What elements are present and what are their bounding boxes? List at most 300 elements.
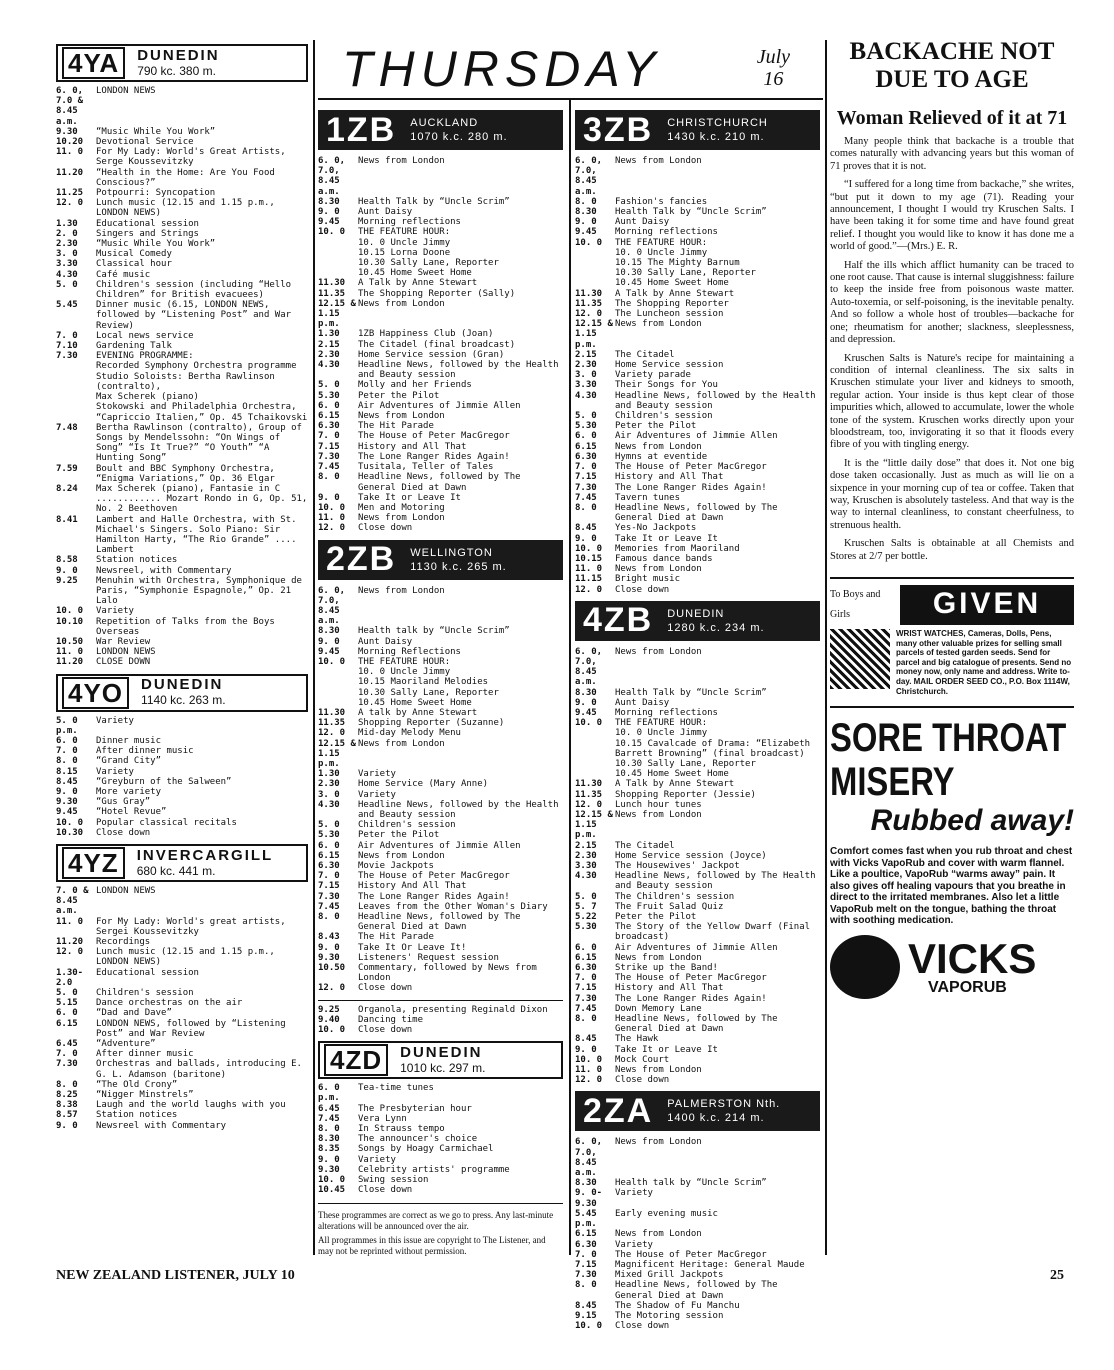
program-title: History and All That — [615, 472, 724, 483]
program-row — [575, 197, 820, 207]
program-title: News from London — [615, 1065, 702, 1076]
program-title: Their Songs for You — [615, 380, 718, 391]
program-title: The announcer's choice — [358, 1134, 478, 1145]
program-time: 6.15 — [575, 1229, 597, 1240]
program-time: 12.15 & 1.15 p.m. — [575, 809, 613, 841]
program-row — [56, 606, 308, 616]
program-title: Variety — [615, 1239, 653, 1250]
program-time: 8. 0 — [575, 1014, 597, 1025]
program-title: The Presbyterian hour — [358, 1103, 472, 1114]
date-label — [757, 46, 790, 90]
program-time — [575, 739, 615, 759]
program-title: News from London — [358, 850, 445, 861]
program-time — [56, 361, 96, 371]
program-title: Take It or Leave It — [615, 1044, 718, 1055]
program-row — [575, 922, 820, 942]
program-time: 8.45 — [575, 1300, 597, 1311]
program-title: “Gus Gray” — [96, 797, 151, 808]
program-row — [318, 431, 563, 441]
program-time: 3. 0 — [575, 370, 597, 381]
program-title: Strike up the Band! — [615, 963, 718, 974]
program-row — [318, 1015, 563, 1025]
program-row — [575, 360, 820, 370]
program-title: Morning Reflections — [358, 646, 461, 657]
program-title: Vera Lynn — [358, 1113, 407, 1124]
program-row — [575, 1301, 820, 1311]
program-row — [575, 871, 820, 891]
program-time: 12. 0 — [56, 198, 84, 209]
program-time: 6.30 — [575, 451, 597, 462]
program-row — [318, 1124, 563, 1134]
program-time: 12.15 & 1.15 p.m. — [318, 738, 356, 769]
station-logo: 4ZB — [583, 601, 654, 640]
ad-vicks — [830, 706, 1074, 999]
program-title: Stokowski and Philadelphia Orchestra, “Capriccio Italien,” Op. 45 Tchaikovski — [96, 402, 308, 423]
program-row — [575, 248, 820, 258]
program-title: 10. 0 Uncle Jimmy — [358, 667, 451, 678]
program-title: Variety — [96, 715, 134, 726]
program-row — [575, 238, 820, 248]
program-time: 10. 0 — [318, 227, 346, 238]
program-row — [56, 947, 308, 967]
program-time — [575, 248, 615, 258]
station-header-s4ya — [56, 44, 308, 82]
program-row — [575, 493, 820, 503]
program-row — [575, 421, 820, 431]
program-row — [318, 380, 563, 390]
program-title: “The Old Crony” — [96, 1079, 178, 1090]
program-title: A talk by Anne Stewart — [358, 707, 478, 718]
program-row — [56, 239, 308, 249]
program-title: Celebrity artists' programme — [358, 1164, 510, 1175]
program-time: 6. 0 — [575, 942, 597, 953]
program-row — [318, 227, 563, 237]
program-row — [318, 800, 563, 820]
program-row — [56, 777, 308, 787]
station-freq: 1400 k.c. 214 m. — [667, 1112, 765, 1125]
program-time: 9. 0 — [575, 217, 597, 228]
program-row — [575, 452, 820, 462]
program-row — [56, 300, 308, 331]
program-row — [575, 779, 820, 789]
program-title: “Health in the Home: Are You Food Conscious?” — [96, 167, 275, 188]
program-title: Close down — [358, 1185, 413, 1196]
program-time: 8. 0 — [575, 1280, 597, 1291]
column-1 — [56, 38, 308, 1131]
program-time: 7. 0 — [575, 973, 597, 984]
program-row — [56, 555, 308, 565]
program-title: A Talk by Anne Stewart — [358, 278, 478, 289]
program-title: Headline News, followed by The General Died at Dawn — [358, 912, 521, 933]
program-row — [56, 937, 308, 947]
program-time: 7.45 — [318, 462, 340, 473]
program-title: History and All That — [358, 441, 467, 452]
ad-paragraph: Kruschen Salts is Nature's recipe for maintaining a condition of internal cleanliness. The six salts in Kruschen stimulate your liver and kidneys to smooth, regular action. Your inside is thus kept clear of those impurities which, allowed to accumulate, lower the whole tone of the system. Kruschen works directly upon your bloodstream, too, invigorating it so that it floods every fibre of you with tingling energy. — [830, 352, 1074, 451]
program-row — [56, 1121, 308, 1131]
program-row — [318, 912, 563, 932]
station-freq: 680 kc. 441 m. — [136, 863, 216, 878]
program-title: News from London — [615, 1229, 702, 1240]
program-title: Morning reflections — [615, 227, 718, 238]
program-row — [575, 156, 820, 197]
program-time: 8.30 — [575, 687, 597, 698]
program-title: Health Talk by “Uncle Scrim” — [615, 207, 767, 218]
program-row — [575, 554, 820, 564]
station-banner-s2za — [575, 1091, 820, 1131]
program-time: 5. 0 — [575, 411, 597, 422]
program-row — [575, 1270, 820, 1280]
program-title: Aunt Daisy — [615, 697, 670, 708]
program-time: 10.45 — [318, 1185, 346, 1196]
program-time: 11.35 — [575, 298, 603, 309]
program-row — [318, 657, 563, 667]
program-time: 9.30 — [56, 126, 78, 137]
program-time: 8.30 — [575, 1178, 597, 1189]
program-row — [56, 807, 308, 817]
program-title: News from London — [615, 1137, 702, 1148]
program-row — [575, 1178, 820, 1188]
vicks-logo: VICKS — [908, 934, 1037, 982]
program-title: Close down — [358, 523, 413, 534]
program-title: Yes-No Jackpots — [615, 523, 697, 534]
program-title: 1ZB Happiness Club (Joan) — [358, 329, 494, 340]
program-title: Headline News, followed by The Health and Beauty session — [615, 871, 816, 892]
program-row — [575, 708, 820, 718]
program-time: 10.50 — [56, 636, 84, 647]
program-title: Devotional Service — [96, 137, 194, 148]
program-row — [56, 1019, 308, 1039]
program-time: 2.30 — [56, 239, 78, 250]
program-time: 6. 0 — [56, 1008, 78, 1019]
program-title: THE FEATURE HOUR: — [358, 227, 451, 238]
program-row — [318, 820, 563, 830]
program-time: 6. 0 — [56, 735, 78, 746]
program-title: Newsreel, with Commentary — [96, 565, 232, 576]
program-title: Lunch music (12.15 and 1.15 p.m., LONDON NEWS) — [96, 198, 275, 219]
program-row — [575, 647, 820, 688]
program-row — [318, 851, 563, 861]
program-row — [575, 523, 820, 533]
program-time: 6. 0, 7.0 & 8.45 a.m. — [56, 86, 84, 127]
program-title: The Lone Ranger Rides Again! — [358, 451, 510, 462]
ad-paragraph: It is the “little daily dose” that does it. Not one big dose taken occasionally. Just as much as will lie on a sixpence in your morning cup of tea or coffee. Taken that way, Kruschen is absolutely tasteless. And that way is the way to internal cleanliness, to constant cheerfulness, to strenuous health. — [830, 457, 1074, 531]
program-time: 8.45 — [56, 776, 78, 787]
program-row — [318, 238, 563, 248]
program-time: 5.30 — [318, 390, 340, 401]
program-row — [318, 830, 563, 840]
program-time: 9. 0 — [56, 1120, 78, 1131]
program-title: Shopping Reporter (Jessie) — [615, 789, 756, 800]
program-title: Newsreel with Commentary — [96, 1120, 227, 1131]
program-row — [56, 229, 308, 239]
program-time: 9.45 — [318, 217, 340, 228]
program-row — [56, 259, 308, 269]
program-title: Headline News, followed by The General Died at Dawn — [615, 1280, 778, 1301]
program-row — [575, 973, 820, 983]
program-time: 9. 0 — [318, 492, 340, 503]
column-3 — [575, 104, 820, 1331]
program-row — [575, 309, 820, 319]
program-row — [575, 994, 820, 1004]
program-row — [56, 797, 308, 807]
program-time: 1.30-2.0 — [56, 967, 84, 988]
station-logo: 1ZB — [326, 110, 397, 149]
program-time: 11. 0 — [56, 647, 84, 658]
page-header — [338, 40, 808, 97]
ad-paragraph: “I suffered for a long time from backache,” she writes, “but put it down to my age (71). Reading your announcement, I thought I would try Kruschen Salts. I have been taking it for some time and have found great relief. I thought you would like to know it has done me a world of good.”—(Mrs.) E. R. — [830, 179, 1074, 253]
program-row — [318, 779, 563, 789]
program-time: 11.35 — [575, 789, 603, 800]
program-row — [318, 217, 563, 227]
program-title: Tea-time tunes — [358, 1083, 434, 1094]
program-time: 9.15 — [575, 1310, 597, 1321]
program-title: Take It or Leave It — [615, 533, 718, 544]
program-time: 8.25 — [56, 1090, 78, 1101]
ad-vicks-h3: Rubbed away! — [870, 804, 1074, 838]
program-row — [56, 147, 308, 167]
program-title: Organola, presenting Reginald Dixon — [358, 1004, 548, 1015]
program-row — [575, 391, 820, 411]
program-title: Tusitala, Teller of Tales — [358, 462, 494, 473]
program-time: 7.15 — [318, 881, 340, 892]
program-title: News from London — [615, 319, 702, 330]
program-title: Potpourri: Syncopation — [96, 188, 216, 199]
program-row — [575, 769, 820, 779]
program-title: Mock Court — [615, 1054, 670, 1065]
program-title: Men and Motoring — [358, 502, 445, 513]
program-title: Home Service session (Gran) — [358, 349, 505, 360]
program-time: 10.50 — [318, 963, 346, 974]
program-row — [56, 464, 308, 484]
program-time: 6.45 — [318, 1103, 340, 1114]
program-row — [575, 861, 820, 871]
program-title: News from London — [358, 298, 445, 309]
program-time: 11.15 — [575, 574, 603, 585]
station-header-s4zd — [318, 1041, 563, 1079]
program-time — [575, 268, 615, 278]
program-time: 9.30 — [56, 797, 78, 808]
program-time: 10. 0 — [575, 1321, 603, 1332]
program-time — [318, 677, 358, 687]
program-row — [318, 637, 563, 647]
program-row — [56, 1049, 308, 1059]
program-row — [318, 1165, 563, 1175]
page-number: 25 — [1050, 1268, 1064, 1283]
program-row — [56, 86, 308, 127]
station-freq: 1140 kc. 263 m. — [141, 693, 226, 708]
program-title: Take It or Leave It — [358, 492, 461, 503]
program-time: 11. 0 — [575, 564, 603, 575]
program-time: 2.15 — [318, 339, 340, 350]
station-name: DUNEDIN — [141, 676, 224, 694]
program-row — [56, 787, 308, 797]
program-time: 5.30 — [318, 830, 340, 841]
program-time: 2.15 — [575, 840, 597, 851]
program-title: “Music While You Work” — [96, 239, 216, 250]
program-time: 6. 0, 7.0, 8.45 a.m. — [318, 156, 346, 197]
program-title: The Lone Ranger Rides Again! — [358, 891, 510, 902]
program-time: 7.15 — [575, 472, 597, 483]
program-time: 9. 0 — [575, 697, 597, 708]
program-time: 5. 7 — [575, 901, 597, 912]
program-title: News from London — [615, 156, 702, 166]
program-title: Aunt Daisy — [358, 636, 413, 647]
program-row — [318, 698, 563, 708]
station-name: DUNEDIN — [137, 46, 220, 64]
program-time: 5.45 p.m. — [575, 1208, 597, 1230]
program-row — [575, 1014, 820, 1034]
program-time: 9. 0 — [56, 787, 78, 797]
program-title: Headline News, followed by the Health and Beauty session — [358, 360, 559, 381]
program-row — [56, 137, 308, 147]
program-time: 7.45 — [575, 1003, 597, 1014]
program-title: “Music While You Work” — [96, 126, 216, 137]
program-time: 6. 0, 7.0, 8.45 a.m. — [575, 646, 603, 688]
program-title: Movie Jackpots — [358, 861, 434, 871]
program-row — [575, 483, 820, 493]
program-title: Children's session (including “Hello Children” for British evacuees) — [96, 279, 292, 301]
footer-left: NEW ZEALAND LISTENER, JULY 10 — [56, 1268, 295, 1283]
program-title: For My Lady: World's great artists, Sergei Koussevitzky — [96, 916, 286, 937]
program-title: Hymns at eventide — [615, 451, 708, 462]
program-title: Famous dance bands — [615, 553, 713, 564]
program-row — [318, 156, 563, 197]
program-row — [56, 168, 308, 188]
program-title: Educational session — [96, 967, 199, 978]
program-time: 7.10 — [56, 341, 78, 352]
program-title: Close down — [615, 584, 670, 595]
station-logo: 4YA — [62, 47, 125, 79]
program-row — [575, 1321, 820, 1331]
program-time — [318, 258, 358, 268]
program-time: 10. 0 — [56, 817, 84, 828]
program-row — [318, 248, 563, 258]
program-time: 8.45 — [575, 523, 597, 534]
program-time: 5.15 — [56, 998, 78, 1009]
ad-backache-subtitle: Woman Relieved of it at 71 — [836, 107, 1068, 129]
program-time: 12. 0 — [575, 584, 603, 595]
program-row — [56, 484, 308, 515]
program-time: 11.25 — [56, 188, 84, 199]
program-time: 6.30 — [318, 421, 340, 432]
program-title: History And All That — [358, 881, 467, 892]
program-row — [318, 1114, 563, 1124]
program-time: 6.30 — [575, 963, 597, 974]
program-title: 10. 0 Uncle Jimmy — [358, 237, 451, 248]
program-title: For My Lady: World's Great Artists, Serge Koussevitzky — [96, 147, 286, 168]
program-title: Take It Or Leave It! — [358, 942, 467, 953]
program-title: Headline News, followed by The General Died at Dawn — [615, 1014, 778, 1035]
program-time: 10. 0 — [318, 502, 346, 513]
program-title: Tavern tunes — [615, 492, 681, 503]
station-logo: 2ZA — [583, 1091, 654, 1130]
program-time: 6. 0 p.m. — [318, 1083, 340, 1104]
program-title: Popular classical recitals — [96, 817, 237, 828]
program-title: 10.15 Cavalcade of Drama: “Elizabeth Barrett Browning” (final broadcast) — [615, 738, 811, 759]
program-row — [575, 442, 820, 452]
station-freq: 1070 k.c. 280 m. — [410, 131, 508, 143]
program-row — [575, 319, 820, 350]
program-time: 10. 0 — [575, 718, 603, 729]
program-row — [318, 677, 563, 687]
program-title: Listeners' Request session — [358, 952, 499, 963]
program-title: A Talk by Anne Stewart — [615, 288, 735, 299]
program-title: Aunt Daisy — [358, 207, 413, 218]
program-title: Home Service (Mary Anne) — [358, 779, 489, 790]
program-title: The House of Peter MacGregor — [358, 431, 510, 442]
station-freq: 1430 k.c. 210 m. — [667, 131, 765, 143]
program-title: THE FEATURE HOUR: — [615, 718, 708, 729]
program-row — [56, 1008, 308, 1018]
program-time: 6. 0, 7.0, 8.45 a.m. — [575, 156, 603, 197]
program-time: 7. 0 — [318, 431, 340, 442]
program-row — [318, 503, 563, 513]
program-time: 5.30 — [575, 922, 597, 933]
program-title: 10.15 The Mighty Barnum — [615, 258, 740, 269]
program-row — [318, 983, 563, 993]
program-row — [575, 503, 820, 523]
program-time: 10. 0 — [318, 656, 346, 667]
program-row — [318, 350, 563, 360]
program-time: 12.15 & 1.15 p.m. — [575, 319, 613, 350]
program-row — [575, 207, 820, 217]
program-row — [318, 943, 563, 953]
program-title: The Luncheon session — [615, 309, 724, 320]
program-time: 9.25 — [318, 1004, 340, 1015]
note-press: These programmes are correct as we go to press. Any last-minute alterations will be announced over the air. — [318, 1203, 563, 1231]
program-row — [575, 1240, 820, 1250]
program-row — [318, 1175, 563, 1185]
program-row — [575, 534, 820, 544]
program-time: 10.10 — [56, 616, 84, 627]
program-title: The Hit Parade — [358, 421, 434, 432]
station-city: WELLINGTON — [410, 546, 493, 559]
program-row — [318, 790, 563, 800]
program-title: The House of Peter MacGregor — [358, 871, 510, 882]
program-title: Close down — [358, 983, 413, 994]
program-title: Dancing time — [358, 1014, 424, 1025]
program-title: 10. 0 Uncle Jimmy — [615, 728, 708, 739]
program-time: 12. 0 — [575, 799, 603, 810]
program-time: 7. 0 — [56, 1049, 78, 1060]
program-time: 9.40 — [318, 1014, 340, 1025]
program-row — [318, 718, 563, 728]
program-row — [318, 340, 563, 350]
program-title: “Adventure” — [96, 1039, 156, 1050]
program-row — [575, 718, 820, 728]
program-time: 12. 0 — [575, 1075, 603, 1086]
program-time: 5. 0 — [56, 988, 78, 999]
program-title: Close down — [358, 1025, 413, 1036]
program-time: 1.30 — [318, 329, 340, 340]
program-title: Variety — [96, 606, 134, 617]
program-row — [575, 953, 820, 963]
program-title: The Housewives' Jackpot — [615, 861, 740, 871]
program-row — [56, 637, 308, 647]
program-title: Educational session — [96, 218, 199, 229]
program-time: 9.45 — [318, 646, 340, 657]
station-city: PALMERSTON Nth. — [667, 1098, 781, 1111]
program-title: Headline News, followed by the Health and Beauty session — [615, 390, 816, 411]
program-time: 4.30 — [318, 360, 340, 371]
program-row — [575, 790, 820, 800]
program-row — [56, 657, 308, 667]
program-row — [575, 912, 820, 922]
program-time: 9.45 — [575, 707, 597, 718]
program-row — [575, 963, 820, 973]
program-title: EVENING PROGRAMME: — [96, 351, 194, 362]
program-row — [56, 392, 308, 402]
